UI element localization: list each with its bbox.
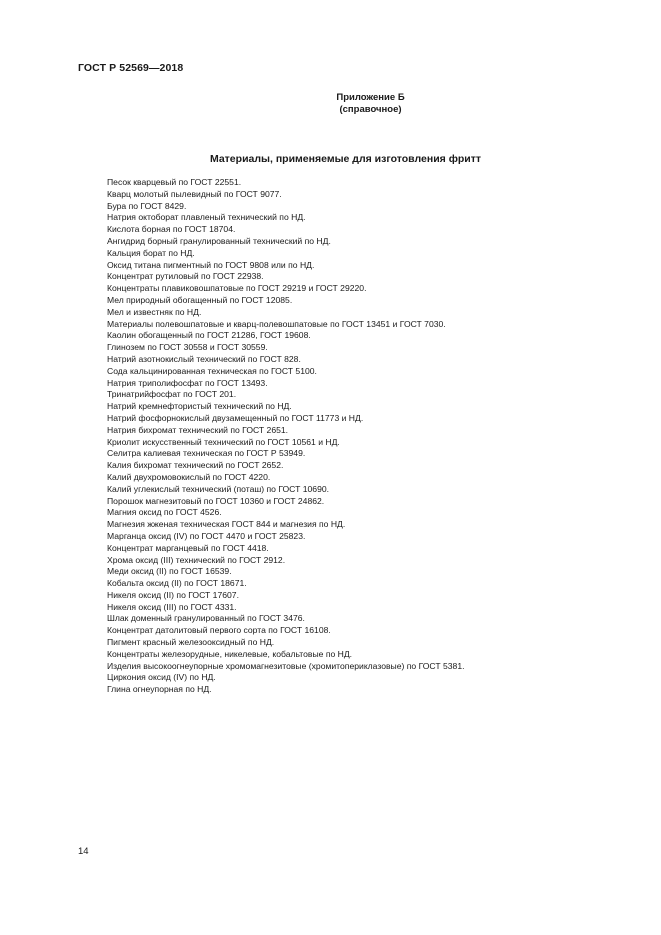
list-item: Концентраты железорудные, никелевые, кобальтовые по НД. xyxy=(107,648,353,659)
list-item: Кислота борная по ГОСТ 18704. xyxy=(107,224,236,235)
list-item: Магния оксид по ГОСТ 4526. xyxy=(107,507,222,518)
list-item: Циркония оксид (IV) по НД. xyxy=(107,672,216,683)
section-title xyxy=(0,153,661,165)
list-item: Мел и известняк по НД. xyxy=(107,306,202,317)
materials-list xyxy=(107,177,465,696)
list-item: Тринатрийфосфат по ГОСТ 201. xyxy=(107,389,237,400)
list-item: Калия бихромат технический по ГОСТ 2652. xyxy=(107,460,284,471)
list-item: Ангидрид борный гранулированный технический по НД. xyxy=(107,235,331,246)
appendix-subtitle: (справочное) xyxy=(339,104,402,115)
list-item: Концентрат рутиловый по ГОСТ 22938. xyxy=(107,271,264,282)
list-item: Пигмент красный железооксидный по НД. xyxy=(107,637,275,648)
list-item: Каолин обогащенный по ГОСТ 21286, ГОСТ 19608. xyxy=(107,330,311,341)
list-item: Концентрат датолитовый первого сорта по ГОСТ 16108. xyxy=(107,625,331,636)
list-item: Бура по ГОСТ 8429. xyxy=(107,200,187,211)
list-item: Кобальта оксид (II) по ГОСТ 18671. xyxy=(107,578,247,589)
list-item: Натрия триполифосфат по ГОСТ 13493. xyxy=(107,377,268,388)
list-item: Криолит искусственный технический по ГОСТ 10561 и НД. xyxy=(107,436,340,447)
list-item: Хрома оксид (III) технический по ГОСТ 2912. xyxy=(107,554,286,565)
list-item: Шлак доменный гранулированный по ГОСТ 3476. xyxy=(107,613,305,624)
list-item: Кальция борат по НД. xyxy=(107,247,195,258)
list-item: Натрия октоборат плавленый технический по НД. xyxy=(107,212,306,223)
list-item: Никеля оксид (III) по ГОСТ 4331. xyxy=(107,601,237,612)
list-item: Оксид титана пигментный по ГОСТ 9808 или по НД. xyxy=(107,259,315,270)
document-header: ГОСТ Р 52569—2018 xyxy=(78,62,184,74)
list-item: Натрий фосфорнокислый двузамещенный по ГОСТ 11773 и НД. xyxy=(107,412,364,423)
list-item: Сода кальцинированная техническая по ГОСТ 5100. xyxy=(107,365,317,376)
list-item: Меди оксид (II) по ГОСТ 16539. xyxy=(107,566,232,577)
list-item: Концентрат марганцевый по ГОСТ 4418. xyxy=(107,542,269,553)
list-item: Калий углекислый технический (поташ) по ГОСТ 10690. xyxy=(107,483,330,494)
list-item: Глина огнеупорная по НД. xyxy=(107,684,212,695)
list-item: Мел природный обогащенный по ГОСТ 12085. xyxy=(107,294,293,305)
list-item: Изделия высокоогнеупорные хромомагнезитовые (хромитопериклазовые) по ГОСТ 5381. xyxy=(107,660,465,671)
list-item: Глинозем по ГОСТ 30558 и ГОСТ 30559. xyxy=(107,342,268,353)
list-item: Натрий кремнефтористый технический по НД. xyxy=(107,401,292,412)
list-item: Материалы полевошпатовые и кварц-полевошпатовые по ГОСТ 13451 и ГОСТ 7030. xyxy=(107,318,446,329)
list-item: Калий двухромовокислый по ГОСТ 4220. xyxy=(107,471,271,482)
section-title-text: Материалы, применяемые для изготовления фритт xyxy=(209,153,482,165)
list-item: Магнезия жженая техническая ГОСТ 844 и магнезия по НД. xyxy=(107,519,346,530)
list-item: Концентраты плавиковошпатовые по ГОСТ 29219 и ГОСТ 29220. xyxy=(107,283,367,294)
list-item: Натрия бихромат технический по ГОСТ 2651. xyxy=(107,424,289,435)
list-item: Песок кварцевый по ГОСТ 22551. xyxy=(107,177,242,187)
page-number: 14 xyxy=(78,846,89,857)
list-item: Натрий азотнокислый технический по ГОСТ 828. xyxy=(107,353,301,364)
appendix-heading xyxy=(0,92,661,116)
list-item: Никеля оксид (II) по ГОСТ 17607. xyxy=(107,589,239,600)
list-item: Порошок магнезитовый по ГОСТ 10360 и ГОСТ 24862. xyxy=(107,495,325,506)
appendix-title: Приложение Б xyxy=(336,92,405,103)
list-item: Селитра калиевая техническая по ГОСТ Р 53949. xyxy=(107,448,306,459)
list-item: Марганца оксид (IV) по ГОСТ 4470 и ГОСТ 25823. xyxy=(107,530,306,541)
list-item: Кварц молотый пылевидный по ГОСТ 9077. xyxy=(107,188,282,199)
